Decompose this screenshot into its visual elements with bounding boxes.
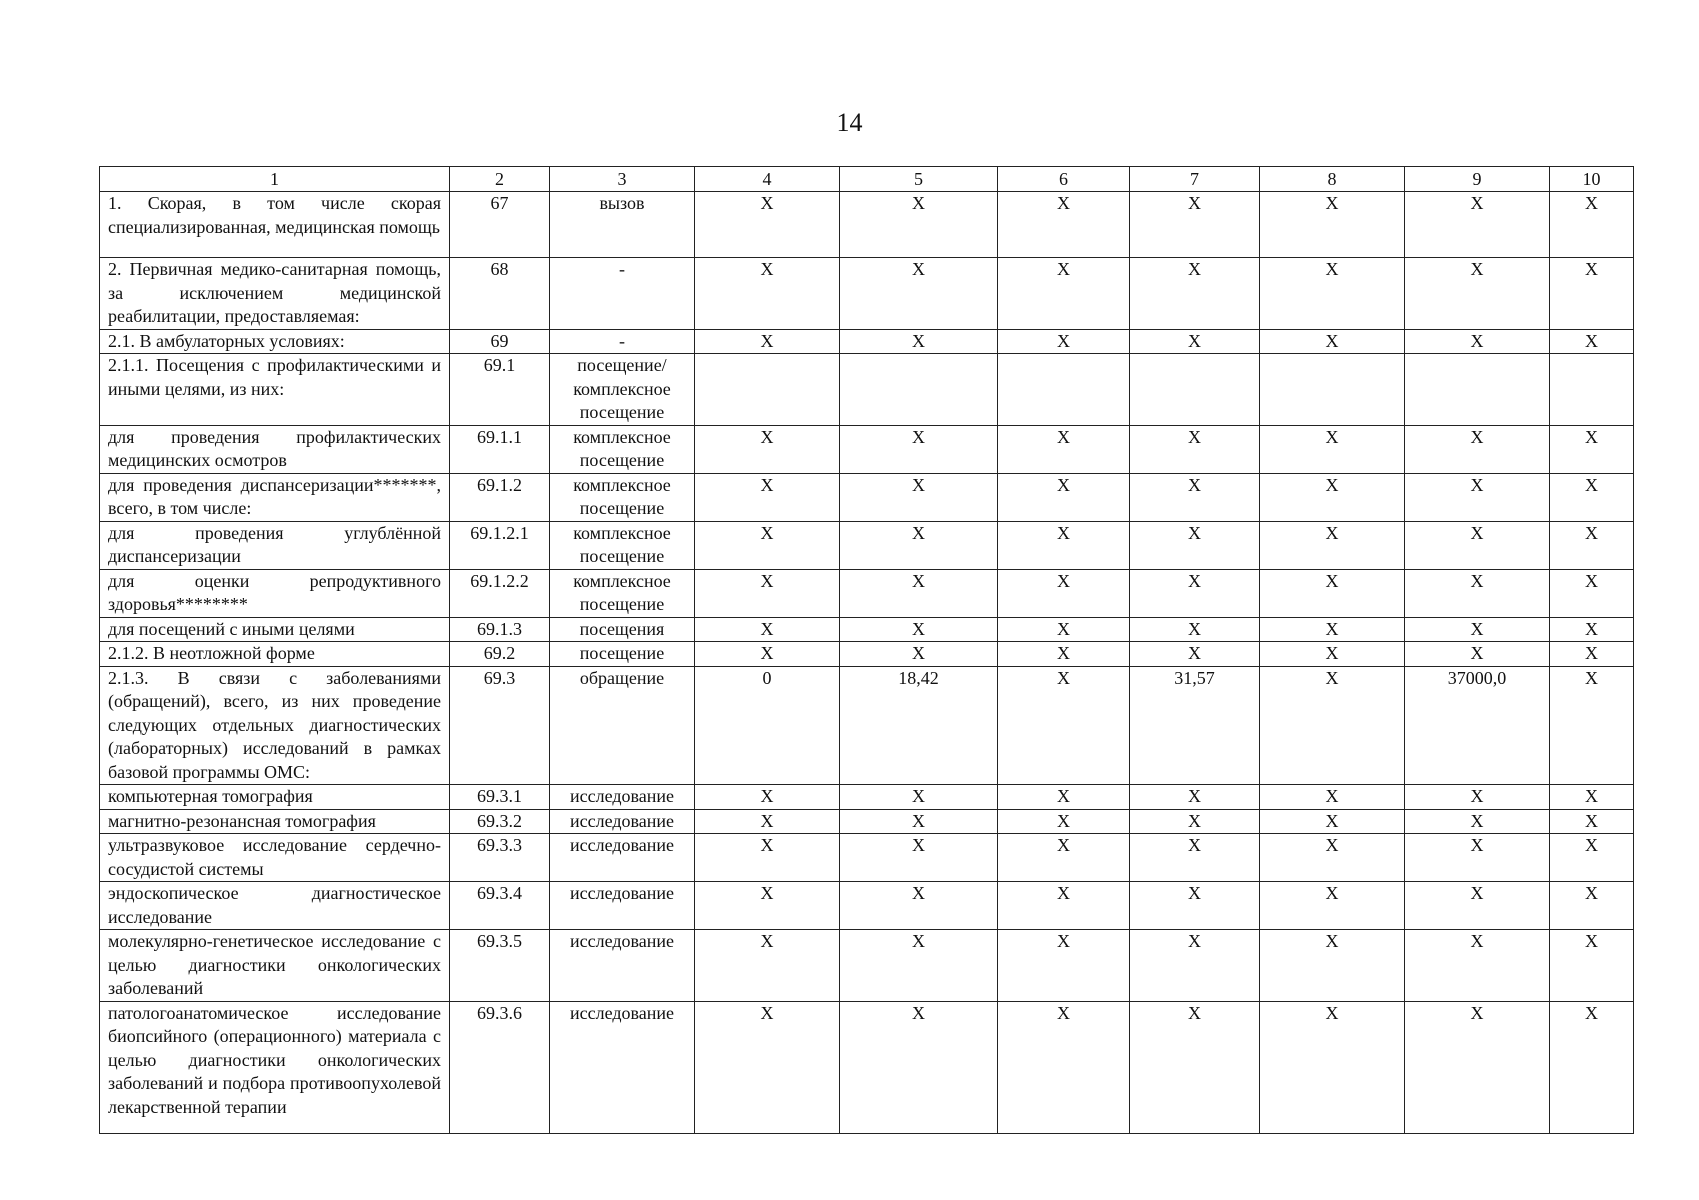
row-value-col-6: Х (998, 666, 1130, 785)
row-value-col-5: Х (840, 425, 998, 473)
row-value-col-5: 18,42 (840, 666, 998, 785)
row-indicator-name: для проведения углублённой диспансеризации (100, 521, 450, 569)
row-value-col-8: Х (1260, 192, 1405, 258)
row-value-col-7: Х (1130, 258, 1260, 330)
row-value-col-10: Х (1550, 666, 1634, 785)
row-value-col-9: Х (1405, 569, 1550, 617)
column-header: 7 (1130, 167, 1260, 192)
row-value-col-6: Х (998, 809, 1130, 834)
row-value-col-4: Х (695, 473, 840, 521)
row-value-col-7: 31,57 (1130, 666, 1260, 785)
row-value-col-6: Х (998, 617, 1130, 642)
row-code: 69.1 (450, 354, 550, 426)
table-row (100, 930, 1634, 1002)
row-value-col-9: Х (1405, 785, 1550, 810)
row-unit: вызов (550, 192, 695, 258)
column-header: 4 (695, 167, 840, 192)
row-value-col-5: Х (840, 642, 998, 667)
row-value-col-9: Х (1405, 258, 1550, 330)
row-value-col-6: Х (998, 329, 1130, 354)
row-indicator-name: для проведения профилактических медицинских осмотров (100, 425, 450, 473)
row-value-col-8: Х (1260, 569, 1405, 617)
row-value-col-9: Х (1405, 834, 1550, 882)
row-value-col-7: Х (1130, 809, 1260, 834)
row-code: 69.3.4 (450, 882, 550, 930)
row-value-col-6: Х (998, 1001, 1130, 1133)
row-value-col-8: Х (1260, 329, 1405, 354)
row-value-col-10: Х (1550, 642, 1634, 667)
row-value-col-5: Х (840, 329, 998, 354)
row-value-col-4: Х (695, 569, 840, 617)
row-value-col-6: Х (998, 258, 1130, 330)
row-value-col-4: Х (695, 192, 840, 258)
row-value-col-6: Х (998, 930, 1130, 1002)
table-row (100, 1001, 1634, 1133)
row-value-col-6: Х (998, 834, 1130, 882)
row-value-col-9: Х (1405, 473, 1550, 521)
row-value-col-4: Х (695, 930, 840, 1002)
row-value-col-4: Х (695, 785, 840, 810)
row-code: 69.1.1 (450, 425, 550, 473)
row-value-col-5: Х (840, 473, 998, 521)
row-unit: исследование (550, 785, 695, 810)
row-value-col-9: Х (1405, 642, 1550, 667)
row-code: 69.1.2.1 (450, 521, 550, 569)
row-value-col-10: Х (1550, 930, 1634, 1002)
document-table-wrapper (99, 166, 1633, 1134)
row-value-col-7: Х (1130, 329, 1260, 354)
row-indicator-name: ультразвуковое исследование сердечно-сосудистой системы (100, 834, 450, 882)
row-value-col-9: Х (1405, 1001, 1550, 1133)
row-unit: исследование (550, 882, 695, 930)
row-value-col-5: Х (840, 569, 998, 617)
row-value-col-7: Х (1130, 785, 1260, 810)
row-unit: комплексное посещение (550, 569, 695, 617)
row-value-col-7: Х (1130, 1001, 1260, 1133)
table-row (100, 834, 1634, 882)
row-indicator-name: 2. Первичная медико-санитарная помощь, за исключением медицинской реабилитации, предоставляемая: (100, 258, 450, 330)
row-code: 69.3 (450, 666, 550, 785)
table-row (100, 882, 1634, 930)
table-row (100, 785, 1634, 810)
row-value-col-9: Х (1405, 329, 1550, 354)
row-value-col-4: Х (695, 329, 840, 354)
row-unit: посещение (550, 642, 695, 667)
row-code: 69.1.3 (450, 617, 550, 642)
row-code: 69.3.5 (450, 930, 550, 1002)
row-value-col-6: Х (998, 882, 1130, 930)
row-unit: исследование (550, 930, 695, 1002)
row-value-col-7: Х (1130, 834, 1260, 882)
row-value-col-4: Х (695, 809, 840, 834)
row-value-col-7: Х (1130, 473, 1260, 521)
row-value-col-10: Х (1550, 1001, 1634, 1133)
row-value-col-4: Х (695, 425, 840, 473)
table-row (100, 354, 1634, 426)
row-value-col-10: Х (1550, 882, 1634, 930)
row-value-col-6: Х (998, 473, 1130, 521)
row-value-col-8: Х (1260, 882, 1405, 930)
row-value-col-8: Х (1260, 930, 1405, 1002)
row-value-col-5: Х (840, 785, 998, 810)
row-value-col-7: Х (1130, 521, 1260, 569)
row-unit: посещения (550, 617, 695, 642)
row-indicator-name: 2.1.3. В связи с заболеваниями (обращений), всего, из них проведение следующих отдельных диагностических (лабораторных) исследований в рамках базовой программы ОМС: (100, 666, 450, 785)
row-unit: - (550, 329, 695, 354)
column-header: 8 (1260, 167, 1405, 192)
page-number: 14 (836, 108, 863, 137)
row-value-col-5: Х (840, 930, 998, 1002)
row-value-col-7: Х (1130, 425, 1260, 473)
row-value-col-9: Х (1405, 425, 1550, 473)
row-value-col-9: Х (1405, 521, 1550, 569)
row-unit: исследование (550, 809, 695, 834)
row-code: 69.1.2.2 (450, 569, 550, 617)
row-value-col-9: 37000,0 (1405, 666, 1550, 785)
column-header: 6 (998, 167, 1130, 192)
row-code: 68 (450, 258, 550, 330)
row-value-col-6: Х (998, 642, 1130, 667)
row-value-col-9: Х (1405, 882, 1550, 930)
row-value-col-10: Х (1550, 834, 1634, 882)
table-row (100, 192, 1634, 258)
row-value-col-8: Х (1260, 834, 1405, 882)
row-unit: обращение (550, 666, 695, 785)
row-value-col-10: Х (1550, 617, 1634, 642)
row-value-col-7: Х (1130, 930, 1260, 1002)
row-value-col-10: Х (1550, 192, 1634, 258)
row-indicator-name: для проведения диспансеризации*******, всего, в том числе: (100, 473, 450, 521)
table-row (100, 329, 1634, 354)
row-value-col-5: Х (840, 521, 998, 569)
row-value-col-7: Х (1130, 642, 1260, 667)
row-value-col-8 (1260, 354, 1405, 426)
row-value-col-9: Х (1405, 930, 1550, 1002)
column-header: 9 (1405, 167, 1550, 192)
row-value-col-5: Х (840, 192, 998, 258)
table-body (100, 192, 1634, 1134)
row-value-col-7: Х (1130, 882, 1260, 930)
column-header: 5 (840, 167, 998, 192)
row-indicator-name: 2.1.2. В неотложной форме (100, 642, 450, 667)
row-value-col-4: Х (695, 642, 840, 667)
row-value-col-8: Х (1260, 1001, 1405, 1133)
row-unit: комплексное посещение (550, 473, 695, 521)
table-row (100, 521, 1634, 569)
table-row (100, 617, 1634, 642)
row-indicator-name: 2.1.1. Посещения с профилактическими и иными целями, из них: (100, 354, 450, 426)
table-row (100, 425, 1634, 473)
table-row (100, 569, 1634, 617)
column-header: 10 (1550, 167, 1634, 192)
row-value-col-5 (840, 354, 998, 426)
table-row (100, 809, 1634, 834)
row-value-col-10 (1550, 354, 1634, 426)
row-unit: исследование (550, 1001, 695, 1133)
row-value-col-8: Х (1260, 617, 1405, 642)
row-code: 69.3.6 (450, 1001, 550, 1133)
row-value-col-10: Х (1550, 809, 1634, 834)
row-value-col-5: Х (840, 834, 998, 882)
row-value-col-4: Х (695, 258, 840, 330)
row-value-col-10: Х (1550, 473, 1634, 521)
column-header: 1 (100, 167, 450, 192)
row-value-col-6: Х (998, 192, 1130, 258)
row-value-col-5: Х (840, 1001, 998, 1133)
row-value-col-10: Х (1550, 569, 1634, 617)
row-code: 69.3.3 (450, 834, 550, 882)
row-value-col-7: Х (1130, 617, 1260, 642)
row-value-col-4: 0 (695, 666, 840, 785)
row-value-col-8: Х (1260, 809, 1405, 834)
row-value-col-7 (1130, 354, 1260, 426)
row-value-col-10: Х (1550, 425, 1634, 473)
row-value-col-4 (695, 354, 840, 426)
row-value-col-4: Х (695, 521, 840, 569)
row-value-col-5: Х (840, 258, 998, 330)
row-value-col-9: Х (1405, 192, 1550, 258)
row-value-col-10: Х (1550, 521, 1634, 569)
row-code: 69.3.1 (450, 785, 550, 810)
row-indicator-name: 2.1. В амбулаторных условиях: (100, 329, 450, 354)
row-value-col-9 (1405, 354, 1550, 426)
row-value-col-5: Х (840, 617, 998, 642)
row-value-col-8: Х (1260, 425, 1405, 473)
row-unit: - (550, 258, 695, 330)
row-code: 69 (450, 329, 550, 354)
table-row (100, 666, 1634, 785)
row-value-col-6: Х (998, 521, 1130, 569)
row-value-col-6: Х (998, 785, 1130, 810)
row-indicator-name: 1. Скорая, в том числе скорая специализированная, медицинская помощь (100, 192, 450, 258)
row-unit: комплексное посещение (550, 425, 695, 473)
row-indicator-name: компьютерная томография (100, 785, 450, 810)
row-value-col-6: Х (998, 425, 1130, 473)
row-value-col-8: Х (1260, 642, 1405, 667)
row-value-col-5: Х (840, 809, 998, 834)
document-table (99, 166, 1634, 1134)
row-value-col-8: Х (1260, 473, 1405, 521)
row-unit: комплексное посещение (550, 521, 695, 569)
row-value-col-5: Х (840, 882, 998, 930)
row-unit: посещение/ комплексное посещение (550, 354, 695, 426)
row-code: 67 (450, 192, 550, 258)
table-row (100, 258, 1634, 330)
row-code: 69.1.2 (450, 473, 550, 521)
row-unit: исследование (550, 834, 695, 882)
row-value-col-8: Х (1260, 258, 1405, 330)
row-value-col-7: Х (1130, 192, 1260, 258)
row-value-col-4: Х (695, 834, 840, 882)
row-value-col-8: Х (1260, 521, 1405, 569)
row-value-col-8: Х (1260, 785, 1405, 810)
row-code: 69.3.2 (450, 809, 550, 834)
table-row (100, 473, 1634, 521)
row-value-col-10: Х (1550, 329, 1634, 354)
row-value-col-8: Х (1260, 666, 1405, 785)
row-code: 69.2 (450, 642, 550, 667)
row-indicator-name: для оценки репродуктивного здоровья******** (100, 569, 450, 617)
row-indicator-name: для посещений с иными целями (100, 617, 450, 642)
row-value-col-9: Х (1405, 809, 1550, 834)
row-indicator-name: магнитно-резонансная томография (100, 809, 450, 834)
row-value-col-10: Х (1550, 785, 1634, 810)
row-value-col-7: Х (1130, 569, 1260, 617)
row-value-col-10: Х (1550, 258, 1634, 330)
column-header: 2 (450, 167, 550, 192)
row-value-col-9: Х (1405, 617, 1550, 642)
row-value-col-6 (998, 354, 1130, 426)
row-indicator-name: патологоанатомическое исследование биопсийного (операционного) материала с целью диагностики онкологических заболеваний и подбора противоопухолевой лекарственной терапии (100, 1001, 450, 1133)
row-value-col-6: Х (998, 569, 1130, 617)
column-header: 3 (550, 167, 695, 192)
column-number-row (100, 167, 1634, 192)
table-row (100, 642, 1634, 667)
row-value-col-4: Х (695, 882, 840, 930)
row-indicator-name: молекулярно-генетическое исследование с целью диагностики онкологических заболеваний (100, 930, 450, 1002)
row-indicator-name: эндоскопическое диагностическое исследование (100, 882, 450, 930)
row-value-col-4: Х (695, 1001, 840, 1133)
row-value-col-4: Х (695, 617, 840, 642)
